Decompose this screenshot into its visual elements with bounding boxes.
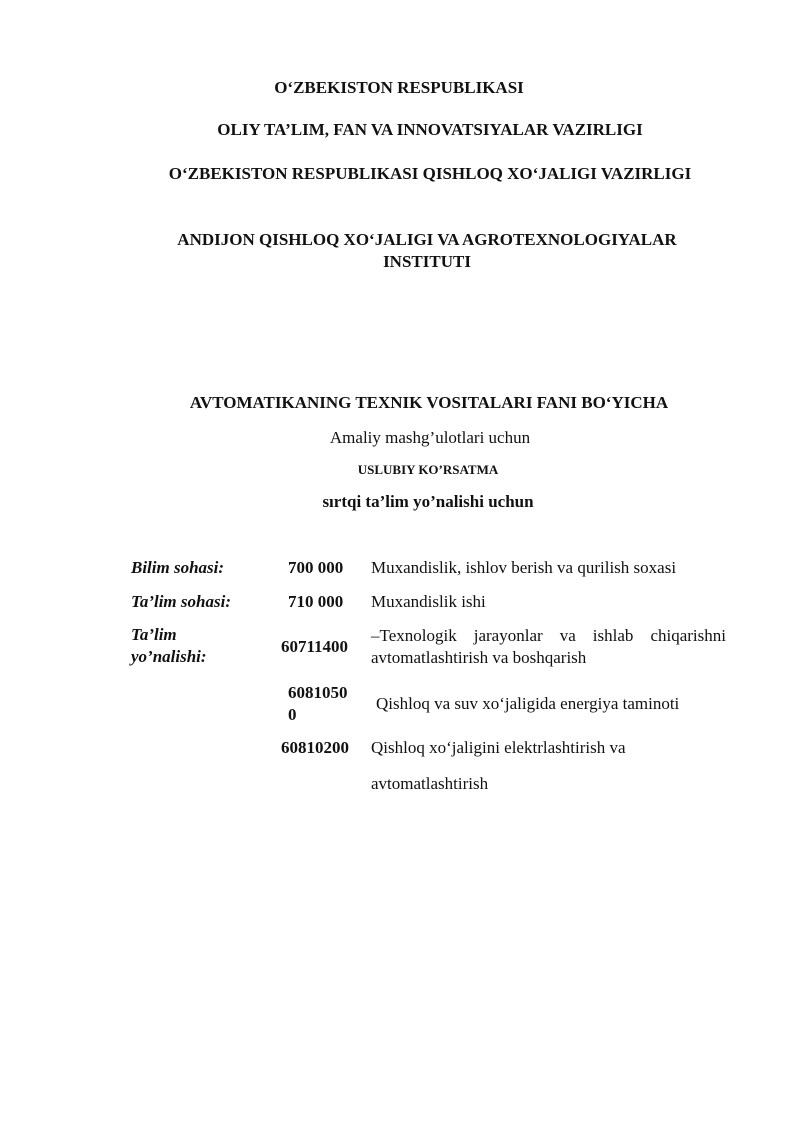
- institute-name-line1: ANDIJON QISHLOQ XO‘JALIGI VA AGROTEXNOLOGIYALAR: [177, 230, 677, 249]
- institute-name-line2: INSTITUTI: [383, 252, 471, 271]
- talim-yonalishi-desc-line2: avtomatlashtirish va boshqarish: [371, 648, 587, 667]
- talim-sohasi-desc: Muxandislik ishi: [371, 592, 486, 611]
- talim-sohasi-label: Ta’lim sohasi:: [131, 592, 231, 611]
- ministry-agriculture: O‘ZBEKISTON RESPUBLIKASI QISHLOQ XO‘JALIGI VAZIRLIGI: [168, 164, 692, 183]
- talim-yonalishi-desc-line1: –Texnologik jarayonlar va ishlab chiqarishni: [371, 626, 726, 645]
- extra-desc-2-line1: Qishloq xo‘jaligini elektrlashtirish va: [371, 738, 626, 757]
- extra-code-2: 60810200: [281, 738, 349, 757]
- document-type: USLUBIY KO’RSATMA: [357, 462, 499, 477]
- bilim-sohasi-desc: Muxandislik, ishlov berish va qurilish soxasi: [371, 558, 677, 577]
- ministry-higher-education: OLIY TA’LIM, FAN VA INNOVATSIYALAR VAZIRLIGI: [217, 120, 643, 139]
- extra-desc-2-line2: avtomatlashtirish: [371, 774, 489, 793]
- talim-yonalishi-label-line1: Ta’lim: [131, 625, 177, 644]
- extra-code-1-line1: 6081050: [288, 683, 348, 702]
- study-mode: sırtqi ta’lim yo’nalishi uchun: [322, 492, 534, 511]
- bilim-sohasi-code: 700 000: [288, 558, 344, 577]
- republic-heading: O‘ZBEKISTON RESPUBLIKASI: [274, 78, 524, 97]
- talim-yonalishi-code: 60711400: [281, 637, 349, 656]
- extra-code-1-line2: 0: [288, 705, 297, 724]
- talim-yonalishi-label-line2: yo’nalishi:: [131, 647, 207, 666]
- document-subtitle: Amaliy mashg’ulotlari uchun: [329, 428, 531, 447]
- document-title: AVTOMATIKANING TEXNIK VOSITALARI FANI BO‘YICHA: [189, 393, 669, 412]
- extra-desc-1: Qishloq va suv xo‘jaligida energiya taminoti: [376, 694, 680, 713]
- bilim-sohasi-label: Bilim sohasi:: [131, 558, 225, 577]
- talim-sohasi-code: 710 000: [288, 592, 344, 611]
